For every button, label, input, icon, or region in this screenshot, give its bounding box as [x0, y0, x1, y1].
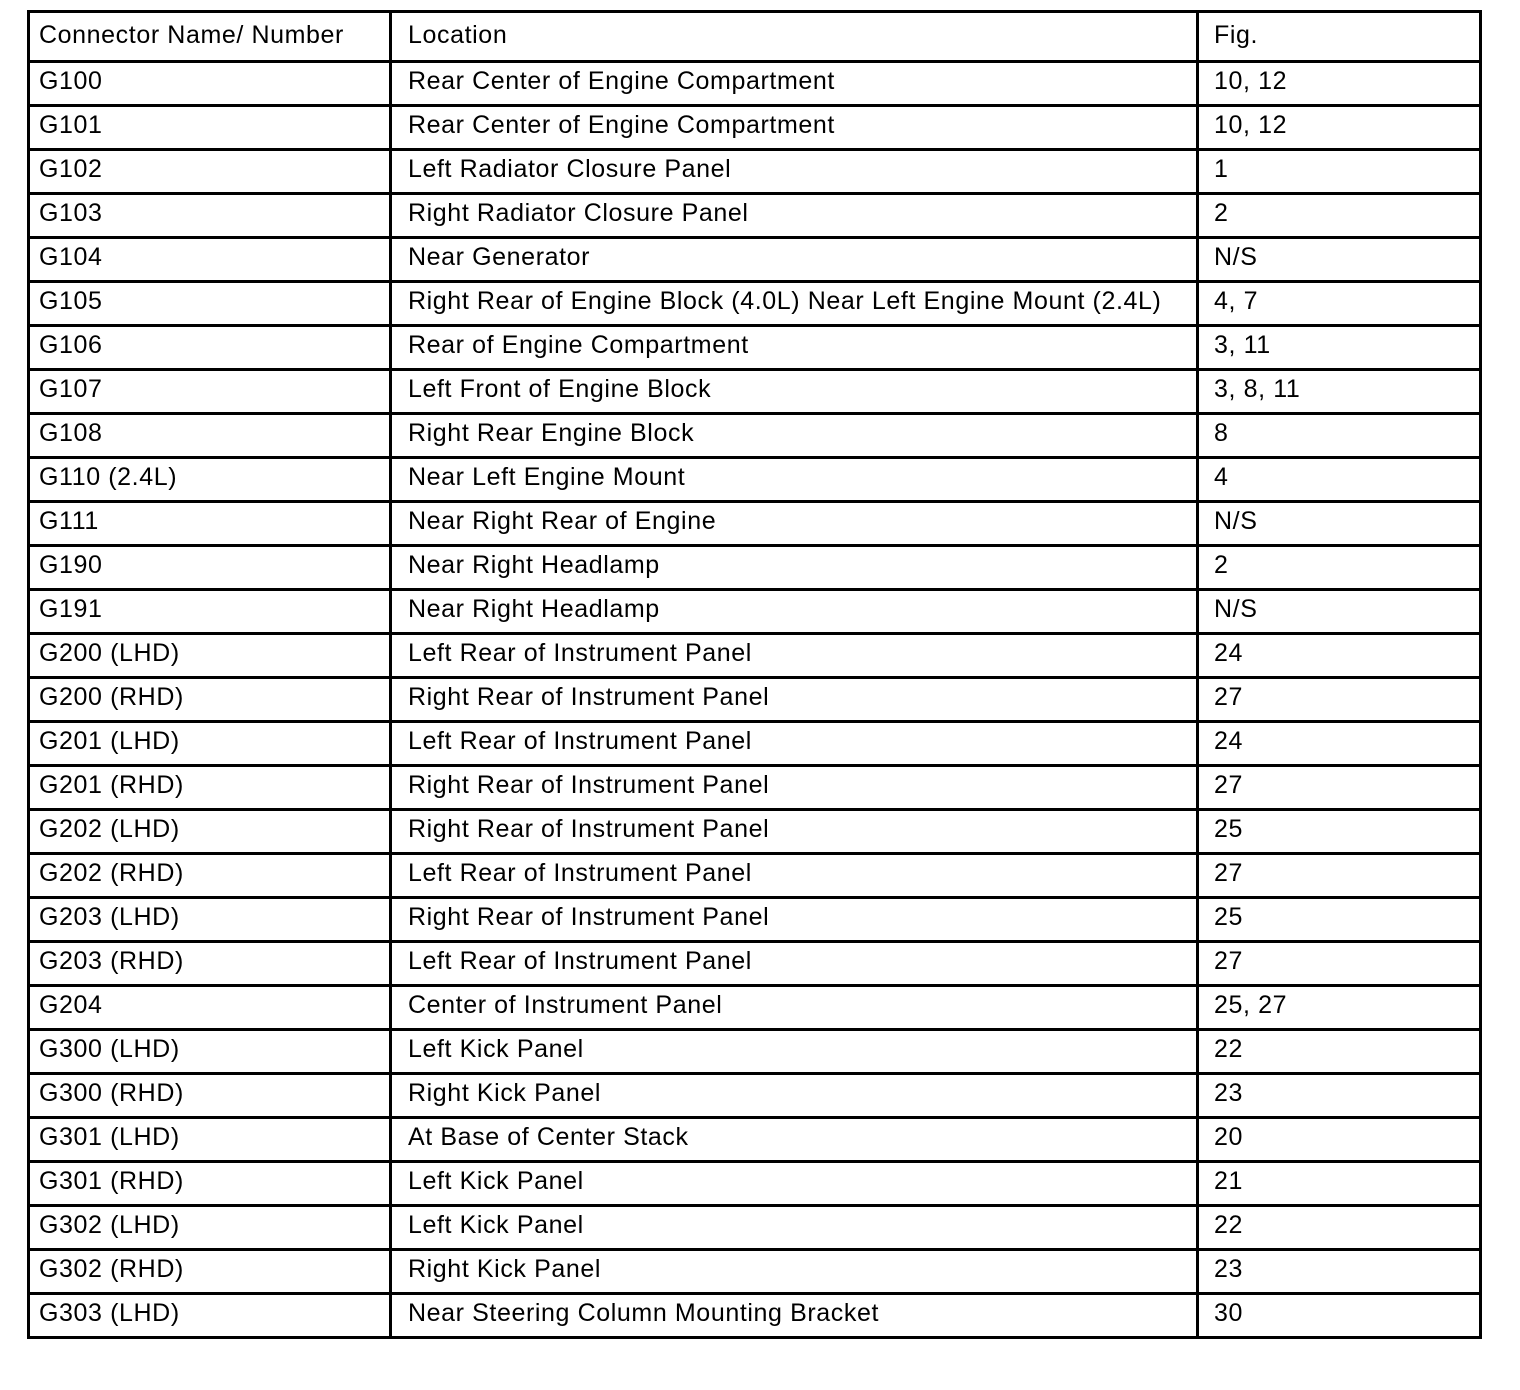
- table-row: [29, 326, 1481, 370]
- location-cell: Left Rear of Instrument Panel: [391, 634, 1198, 678]
- connector-cell: G203 (RHD): [29, 942, 391, 986]
- location-cell: Right Rear of Engine Block (4.0L) Near Left Engine Mount (2.4L): [391, 282, 1198, 326]
- connector-cell: G110 (2.4L): [29, 458, 391, 502]
- location-cell: Left Kick Panel: [391, 1162, 1198, 1206]
- table-row: [29, 722, 1481, 766]
- connector-cell: G111: [29, 502, 391, 546]
- fig-cell: 23: [1198, 1074, 1481, 1118]
- table-row: [29, 634, 1481, 678]
- connector-cell: G102: [29, 150, 391, 194]
- connector-cell: G302 (LHD): [29, 1206, 391, 1250]
- location-cell: Near Generator: [391, 238, 1198, 282]
- location-cell: Near Right Headlamp: [391, 546, 1198, 590]
- location-cell: Right Rear Engine Block: [391, 414, 1198, 458]
- fig-cell: 1: [1198, 150, 1481, 194]
- fig-cell: 24: [1198, 634, 1481, 678]
- table-row: [29, 986, 1481, 1030]
- fig-cell: N/S: [1198, 238, 1481, 282]
- connector-cell: G200 (LHD): [29, 634, 391, 678]
- location-cell: Near Left Engine Mount: [391, 458, 1198, 502]
- fig-cell: 27: [1198, 766, 1481, 810]
- table-row: [29, 590, 1481, 634]
- table-row: [29, 766, 1481, 810]
- fig-cell: 30: [1198, 1294, 1481, 1338]
- connector-cell: G108: [29, 414, 391, 458]
- location-cell: Right Kick Panel: [391, 1250, 1198, 1294]
- location-cell: Near Right Headlamp: [391, 590, 1198, 634]
- fig-cell: 4: [1198, 458, 1481, 502]
- header-fig: Fig.: [1198, 12, 1481, 62]
- connector-cell: G301 (LHD): [29, 1118, 391, 1162]
- location-cell: Left Kick Panel: [391, 1206, 1198, 1250]
- connector-cell: G101: [29, 106, 391, 150]
- table-row: [29, 810, 1481, 854]
- location-cell: Left Radiator Closure Panel: [391, 150, 1198, 194]
- connector-cell: G300 (RHD): [29, 1074, 391, 1118]
- location-cell: Rear Center of Engine Compartment: [391, 62, 1198, 106]
- header-row: [29, 12, 1481, 62]
- table-row: [29, 194, 1481, 238]
- connector-cell: G202 (RHD): [29, 854, 391, 898]
- fig-cell: 25, 27: [1198, 986, 1481, 1030]
- table-row: [29, 546, 1481, 590]
- fig-cell: 24: [1198, 722, 1481, 766]
- connector-cell: G200 (RHD): [29, 678, 391, 722]
- connector-cell: G203 (LHD): [29, 898, 391, 942]
- connector-cell: G302 (RHD): [29, 1250, 391, 1294]
- table-row: [29, 238, 1481, 282]
- connector-cell: G204: [29, 986, 391, 1030]
- location-cell: Left Rear of Instrument Panel: [391, 722, 1198, 766]
- table-row: [29, 1074, 1481, 1118]
- connector-cell: G106: [29, 326, 391, 370]
- table-row: [29, 150, 1481, 194]
- header-location: Location: [391, 12, 1198, 62]
- fig-cell: 23: [1198, 1250, 1481, 1294]
- connector-cell: G104: [29, 238, 391, 282]
- table-row: [29, 942, 1481, 986]
- fig-cell: 25: [1198, 810, 1481, 854]
- location-cell: Right Rear of Instrument Panel: [391, 766, 1198, 810]
- fig-cell: 27: [1198, 942, 1481, 986]
- fig-cell: 4, 7: [1198, 282, 1481, 326]
- fig-cell: 2: [1198, 546, 1481, 590]
- table-row: [29, 370, 1481, 414]
- table-row: [29, 898, 1481, 942]
- table-row: [29, 678, 1481, 722]
- table-row: [29, 1294, 1481, 1338]
- location-cell: At Base of Center Stack: [391, 1118, 1198, 1162]
- connector-cell: G100: [29, 62, 391, 106]
- location-cell: Rear Center of Engine Compartment: [391, 106, 1198, 150]
- fig-cell: 10, 12: [1198, 106, 1481, 150]
- connector-table: [27, 10, 1482, 1339]
- connector-cell: G190: [29, 546, 391, 590]
- fig-cell: N/S: [1198, 502, 1481, 546]
- fig-cell: 25: [1198, 898, 1481, 942]
- location-cell: Left Kick Panel: [391, 1030, 1198, 1074]
- connector-cell: G201 (LHD): [29, 722, 391, 766]
- location-cell: Right Rear of Instrument Panel: [391, 898, 1198, 942]
- table-row: [29, 502, 1481, 546]
- table-row: [29, 106, 1481, 150]
- location-cell: Left Rear of Instrument Panel: [391, 854, 1198, 898]
- location-cell: Left Front of Engine Block: [391, 370, 1198, 414]
- table-row: [29, 458, 1481, 502]
- location-cell: Center of Instrument Panel: [391, 986, 1198, 1030]
- location-cell: Right Radiator Closure Panel: [391, 194, 1198, 238]
- connector-cell: G301 (RHD): [29, 1162, 391, 1206]
- connector-cell: G300 (LHD): [29, 1030, 391, 1074]
- location-cell: Right Rear of Instrument Panel: [391, 810, 1198, 854]
- fig-cell: 21: [1198, 1162, 1481, 1206]
- table-row: [29, 1206, 1481, 1250]
- fig-cell: 20: [1198, 1118, 1481, 1162]
- connector-cell: G107: [29, 370, 391, 414]
- table-row: [29, 62, 1481, 106]
- connector-cell: G303 (LHD): [29, 1294, 391, 1338]
- location-cell: Right Rear of Instrument Panel: [391, 678, 1198, 722]
- fig-cell: 10, 12: [1198, 62, 1481, 106]
- connector-cell: G191: [29, 590, 391, 634]
- fig-cell: N/S: [1198, 590, 1481, 634]
- fig-cell: 3, 11: [1198, 326, 1481, 370]
- header-connector: Connector Name/ Number: [29, 12, 391, 62]
- connector-cell: G201 (RHD): [29, 766, 391, 810]
- location-cell: Near Right Rear of Engine: [391, 502, 1198, 546]
- table-row: [29, 1250, 1481, 1294]
- location-cell: Rear of Engine Compartment: [391, 326, 1198, 370]
- table-row: [29, 1162, 1481, 1206]
- table-body: [29, 12, 1481, 1338]
- table-row: [29, 414, 1481, 458]
- fig-cell: 2: [1198, 194, 1481, 238]
- connector-cell: G105: [29, 282, 391, 326]
- fig-cell: 8: [1198, 414, 1481, 458]
- connector-cell: G103: [29, 194, 391, 238]
- fig-cell: 27: [1198, 854, 1481, 898]
- connector-cell: G202 (LHD): [29, 810, 391, 854]
- fig-cell: 22: [1198, 1206, 1481, 1250]
- table-row: [29, 854, 1481, 898]
- location-cell: Left Rear of Instrument Panel: [391, 942, 1198, 986]
- table-row: [29, 1118, 1481, 1162]
- fig-cell: 3, 8, 11: [1198, 370, 1481, 414]
- table-row: [29, 1030, 1481, 1074]
- fig-cell: 27: [1198, 678, 1481, 722]
- table-row: [29, 282, 1481, 326]
- location-cell: Near Steering Column Mounting Bracket: [391, 1294, 1198, 1338]
- location-cell: Right Kick Panel: [391, 1074, 1198, 1118]
- fig-cell: 22: [1198, 1030, 1481, 1074]
